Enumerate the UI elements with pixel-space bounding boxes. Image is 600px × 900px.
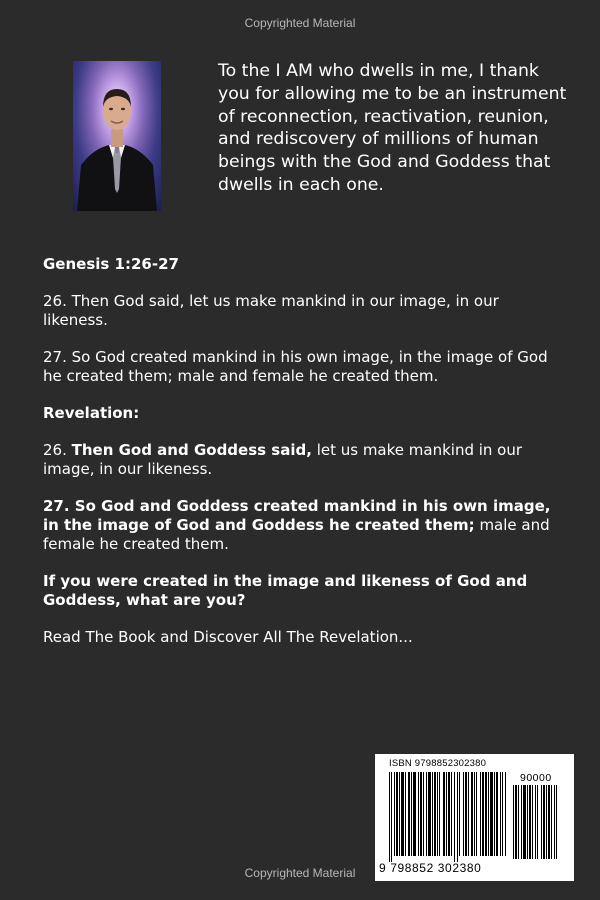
barcode-bar [434, 772, 436, 856]
revelation-heading: Revelation: [43, 404, 140, 422]
barcode-bar [448, 772, 450, 856]
dedication-text: To the I AM who dwells in me, I thank you for allowing me to be an instrument of reconnection, reactivation, reunion, and rediscovery of millions of human beings with the God and Goddess that dwells in each one. [218, 61, 567, 195]
genesis-verse-27: 27. So God created mankind in his own image, in the image of God he created them; male and female he created them. [43, 348, 548, 385]
barcode-bar [426, 772, 427, 856]
barcode-bar [420, 772, 422, 856]
barcode-bar [474, 772, 475, 856]
barcode-bar [502, 772, 503, 856]
barcode-bar [399, 772, 400, 856]
barcode-digits: 9 798852 302380 [379, 861, 482, 875]
barcode-bar [537, 785, 538, 859]
price-code: 90000 [520, 772, 552, 784]
barcode-bar [418, 772, 419, 856]
barcode-bar [459, 772, 460, 856]
author-photo [73, 61, 161, 211]
barcode-bar [500, 772, 501, 856]
barcode-bar [391, 772, 392, 862]
barcode-bar [432, 772, 433, 856]
barcode-bar [443, 772, 445, 856]
revelation-verse-27-rest: male and female he created them. [43, 516, 550, 553]
barcode-bar [423, 772, 424, 856]
barcode-bar [446, 772, 447, 856]
barcode-bar [518, 785, 519, 859]
barcode-bar [476, 772, 477, 856]
addon-barcode-bars [513, 785, 563, 865]
ean-barcode-bars [389, 772, 507, 864]
barcode-bar [513, 785, 514, 859]
barcode-bar [454, 772, 455, 862]
revelation-verse-27 [43, 497, 563, 554]
barcode-bar [535, 785, 536, 859]
barcode-bar [546, 785, 547, 859]
barcode-bar [389, 772, 390, 862]
copyright-watermark-top: Copyrighted Material [244, 16, 356, 30]
barcode-bar [439, 772, 440, 856]
barcode-bar [515, 785, 517, 859]
revelation-verse-26 [43, 441, 563, 479]
barcode-bar [463, 772, 464, 856]
isbn-barcode [375, 754, 574, 881]
barcode-bar [548, 785, 550, 859]
main-content [43, 255, 563, 647]
barcode-bar [394, 772, 395, 856]
barcode-bar [457, 772, 458, 862]
barcode-bar [405, 772, 406, 856]
barcode-bar [468, 772, 469, 856]
genesis-heading: Genesis 1:26-27 [43, 255, 179, 273]
revelation-verse-26-rest: let us make mankind in our image, in our likeness. [43, 441, 523, 478]
barcode-bar [505, 772, 506, 856]
barcode-bar [480, 772, 481, 856]
revelation-verse-27-bold: So God and Goddess created mankind in his own image, in the image of God and Goddess he created them; [43, 497, 551, 534]
author-portrait-icon [73, 61, 161, 211]
barcode-bar [494, 772, 495, 856]
barcode-bar [527, 785, 528, 859]
barcode-bar [437, 772, 438, 856]
revelation-verse-27-number: 27. [43, 497, 75, 515]
barcode-bar [408, 772, 410, 856]
barcode-bar [451, 772, 452, 856]
barcode-bar [543, 785, 545, 859]
barcode-bar [482, 772, 484, 856]
question-text: If you were created in the image and likeness of God and Goddess, what are you? [43, 572, 528, 609]
barcode-bar [541, 785, 542, 859]
barcode-bar [554, 785, 555, 859]
barcode-bar [551, 785, 552, 859]
call-to-action: Read The Book and Discover All The Revelation... [43, 628, 413, 646]
barcode-bar [465, 772, 467, 856]
barcode-bar [532, 785, 533, 859]
barcode-bar [496, 772, 498, 856]
barcode-bar [556, 785, 557, 859]
genesis-verse-26: 26. Then God said, let us make mankind in our image, in our likeness. [43, 292, 499, 329]
barcode-bar [413, 772, 416, 856]
barcode-bar [401, 772, 404, 856]
barcode-bar [396, 772, 398, 856]
barcode-bar [471, 772, 473, 856]
revelation-verse-26-bold: Then God and Goddess said, [71, 441, 312, 459]
revelation-verse-26-number: 26. [43, 441, 72, 459]
isbn-label: ISBN 9798852302380 [389, 758, 487, 769]
barcode-bar [428, 772, 431, 856]
barcode-bar [523, 785, 526, 859]
barcode-bar [490, 772, 493, 856]
barcode-bar [411, 772, 412, 856]
barcode-bar [529, 785, 531, 859]
copyright-watermark-bottom: Copyrighted Material [244, 866, 356, 880]
barcode-bar [485, 772, 487, 856]
barcode-bar [488, 772, 489, 856]
barcode-bar [521, 785, 522, 859]
